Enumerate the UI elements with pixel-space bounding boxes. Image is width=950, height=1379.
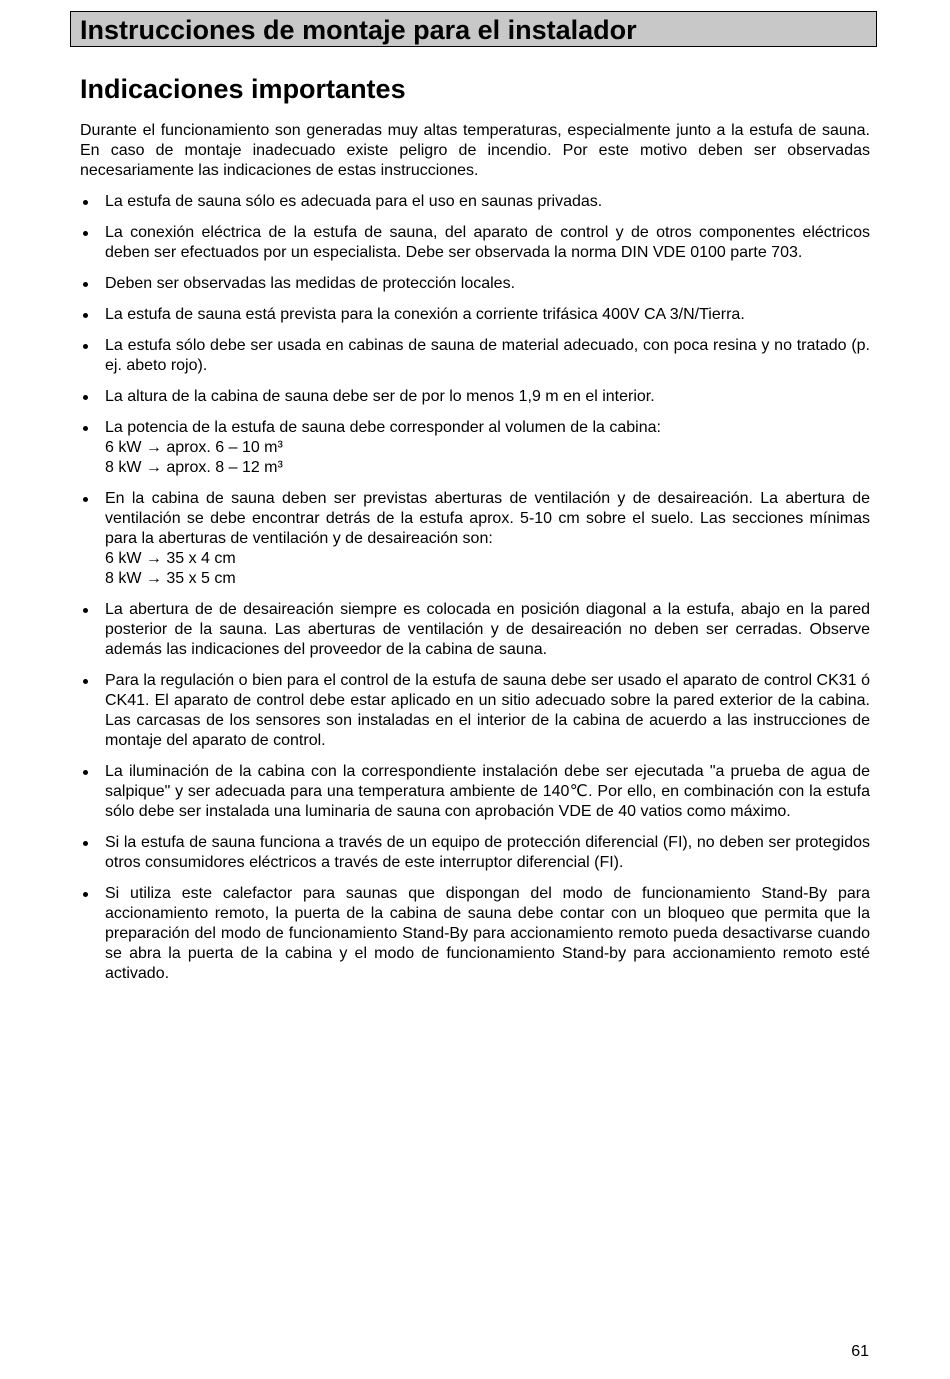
bullet-text: Si utiliza este calefactor para saunas que dispongan del modo de funcionamiento Stand-By para accionamiento remoto, la puerta de la cabina de sauna debe contar con un bloqueo que permita que la preparación del modo de funcionamiento Stand-By para accionamiento remoto pueda desactivarse cuando se abra la puerta de la cabina y el modo de funcionamiento Stand-by para accionamiento remoto esté activado. (105, 885, 870, 982)
list-item (80, 274, 870, 294)
bullet-icon (83, 841, 88, 846)
bullet-sub-line: 8 kW → 35 x 5 cm (105, 570, 236, 587)
list-item (80, 192, 870, 212)
bullet-text: En la cabina de sauna deben ser previstas aberturas de ventilación y de desaireación. La abertura de ventilación se debe encontrar detrás de la estufa aprox. 5-10 cm sobre el suelo. Las secciones mínimas para la aberturas de ventilación y de desaireación son: (105, 490, 870, 547)
bullet-icon (83, 497, 88, 502)
bullet-sub-line: 6 kW → 35 x 4 cm (105, 550, 236, 567)
bullet-text: La altura de la cabina de sauna debe ser de por lo menos 1,9 m en el interior. (105, 388, 655, 405)
bullet-sub-line: 6 kW → aprox. 6 – 10 m³ (105, 439, 283, 456)
bullet-text: Deben ser observadas las medidas de protección locales. (105, 275, 516, 292)
bullet-icon (83, 231, 88, 236)
bullet-text: La estufa sólo debe ser usada en cabinas de sauna de material adecuado, con poca resina y no tratado (p. ej. abeto rojo). (105, 337, 870, 374)
bullet-icon (83, 344, 88, 349)
bullet-icon (83, 770, 88, 775)
list-item (80, 762, 870, 822)
bullet-text: Si la estufa de sauna funciona a través de un equipo de protección diferencial (FI), no deben ser protegidos otros consumidores eléctricos a través de este interruptor diferencial (FI). (105, 834, 870, 871)
list-item (80, 600, 870, 660)
bullet-icon (83, 313, 88, 318)
list-item (80, 305, 870, 325)
bullet-text: La conexión eléctrica de la estufa de sauna, del aparato de control y de otros componentes eléctricos deben ser efectuados por un especialista. Debe ser observada la norma DIN VDE 0100 parte 703. (105, 224, 870, 261)
list-item (80, 223, 870, 263)
bullet-icon (83, 282, 88, 287)
bullet-text: La potencia de la estufa de sauna debe corresponder al volumen de la cabina: (105, 419, 661, 436)
list-item (80, 489, 870, 589)
section-title: Indicaciones importantes (80, 74, 406, 104)
intro-paragraph: Durante el funcionamiento son generadas muy altas temperaturas, especialmente junto a la estufa de sauna. En caso de montaje inadecuado existe peligro de incendio. Por este motivo deben ser observadas necesariamente las indicaciones de estas instrucciones. (80, 122, 870, 179)
list-item (80, 387, 870, 407)
header-bar (70, 11, 877, 47)
bullet-icon (83, 892, 88, 897)
bullet-icon (83, 679, 88, 684)
bullet-sub-line: 8 kW → aprox. 8 – 12 m³ (105, 459, 283, 476)
bullet-icon (83, 426, 88, 431)
content (80, 121, 870, 995)
bullet-list (80, 192, 870, 984)
page-number: 61 (851, 1343, 869, 1360)
bullet-icon (83, 608, 88, 613)
list-item (80, 884, 870, 984)
bullet-text: La estufa de sauna sólo es adecuada para el uso en saunas privadas. (105, 193, 603, 210)
list-item (80, 336, 870, 376)
list-item (80, 671, 870, 751)
bullet-text: La estufa de sauna está prevista para la conexión a corriente trifásica 400V CA 3/N/Tierra. (105, 306, 745, 323)
list-item (80, 833, 870, 873)
bullet-icon (83, 395, 88, 400)
list-item (80, 418, 870, 478)
bullet-text: La iluminación de la cabina con la correspondiente instalación debe ser ejecutada "a prueba de agua de salpique" y ser adecuada para una temperatura ambiente de 140℃. Por ello, en combinación con la estufa sólo debe ser instalada una luminaria de sauna con aprobación VDE de 40 vatios como máximo. (105, 763, 870, 820)
bullet-text: La abertura de de desaireación siempre es colocada en posición diagonal a la estufa, abajo en la pared posterior de la sauna. Las aberturas de ventilación y de desaireación no deben ser cerradas. Observe además las indicaciones del proveedor de la cabina de sauna. (105, 601, 870, 658)
bullet-text: Para la regulación o bien para el control de la estufa de sauna debe ser usado el aparato de control CK31 ó CK41. El aparato de control debe estar aplicado en un sitio adecuado sobre la pared exterior de la cabina. Las carcasas de los sensores son instaladas en el interior de la cabina de acuerdo a las instrucciones de montaje del aparato de control. (105, 672, 870, 749)
header-title: Instrucciones de montaje para el instalador (80, 15, 637, 45)
bullet-icon (83, 200, 88, 205)
